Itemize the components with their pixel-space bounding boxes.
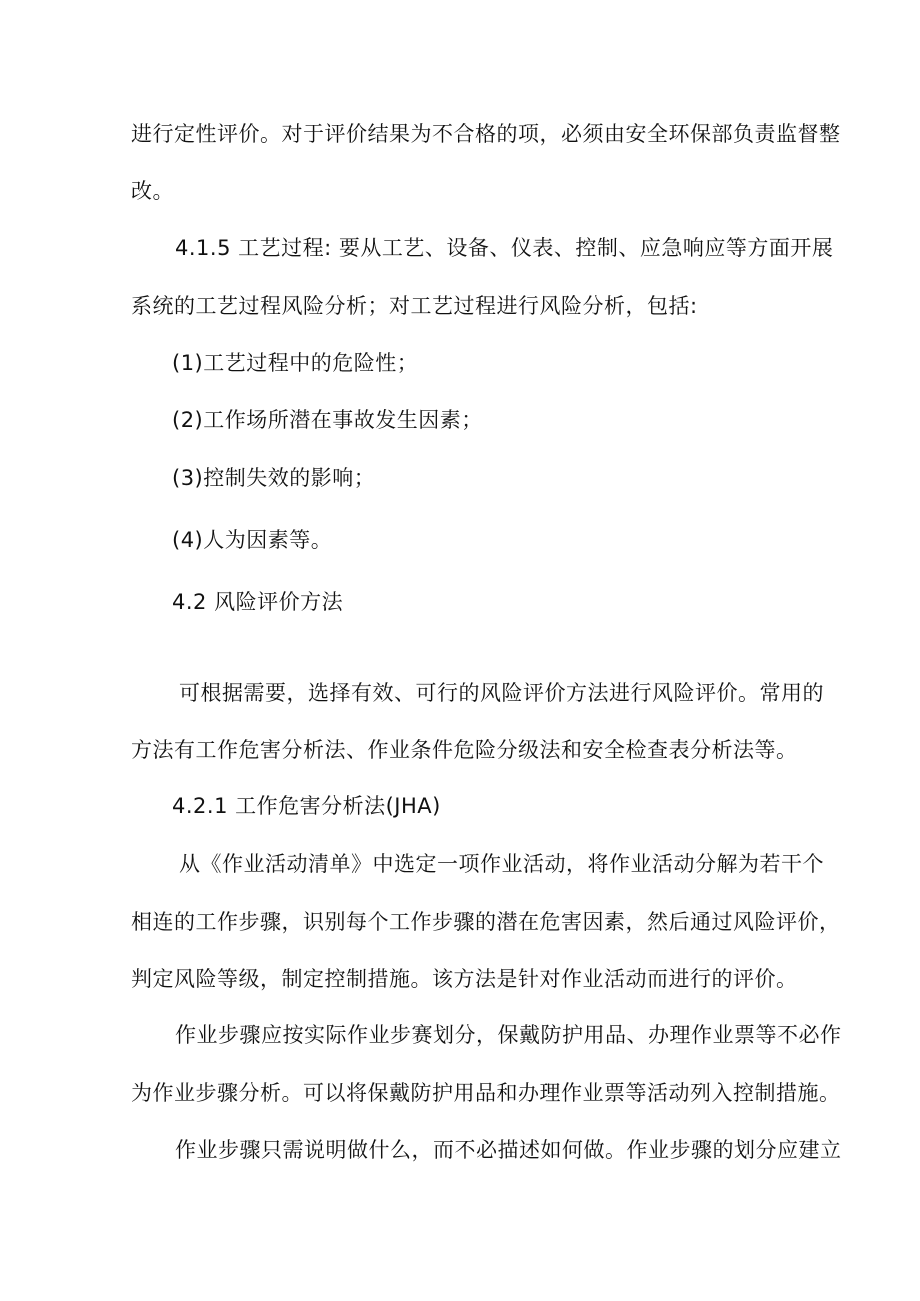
- list-item: (4)人为因素等。: [172, 528, 333, 552]
- paragraph-line: 为作业步骤分析。可以将保戴防护用品和办理作业票等活动列入控制措施。: [131, 1081, 841, 1105]
- paragraph-line: 方法有工作危害分析法、作业条件危险分级法和安全检查表分析法等。: [131, 738, 798, 762]
- list-item: (2)工作场所潜在事故发生因素；: [172, 408, 483, 432]
- list-item: (3)控制失效的影响；: [172, 466, 376, 490]
- paragraph-line: 作业步骤应按实际作业步赛划分，保戴防护用品、办理作业票等不必作: [175, 1023, 842, 1047]
- paragraph-line: 进行定性评价。对于评价结果为不合格的项，必须由安全环保部负责监督整: [131, 122, 841, 146]
- paragraph-line: 从《作业活动清单》中选定一项作业活动，将作业活动分解为若干个: [179, 852, 824, 876]
- list-item: (1)工艺过程中的危险性；: [172, 351, 419, 375]
- section-heading-4-2-1: 4.2.1 工作危害分析法(JHA): [172, 794, 441, 818]
- paragraph-line: 改。: [131, 179, 174, 203]
- paragraph-line: 系统的工艺过程风险分析；对工艺过程进行风险分析，包括:: [131, 294, 698, 318]
- section-heading-4-1-5: 4.1.5 工艺过程: 要从工艺、设备、仪表、控制、应急响应等方面开展: [175, 236, 834, 260]
- paragraph-line: 可根据需要，选择有效、可行的风险评价方法进行风险评价。常用的: [179, 681, 824, 705]
- section-heading-4-2: 4.2 风险评价方法: [172, 590, 344, 614]
- paragraph-line: 作业步骤只需说明做什么，而不必描述如何做。作业步骤的划分应建立: [175, 1138, 842, 1162]
- paragraph-line: 相连的工作步骤，识别每个工作步骤的潜在危害因素，然后通过风险评价，: [131, 910, 841, 934]
- paragraph-line: 判定风险等级，制定控制措施。该方法是针对作业活动而进行的评价。: [131, 967, 798, 991]
